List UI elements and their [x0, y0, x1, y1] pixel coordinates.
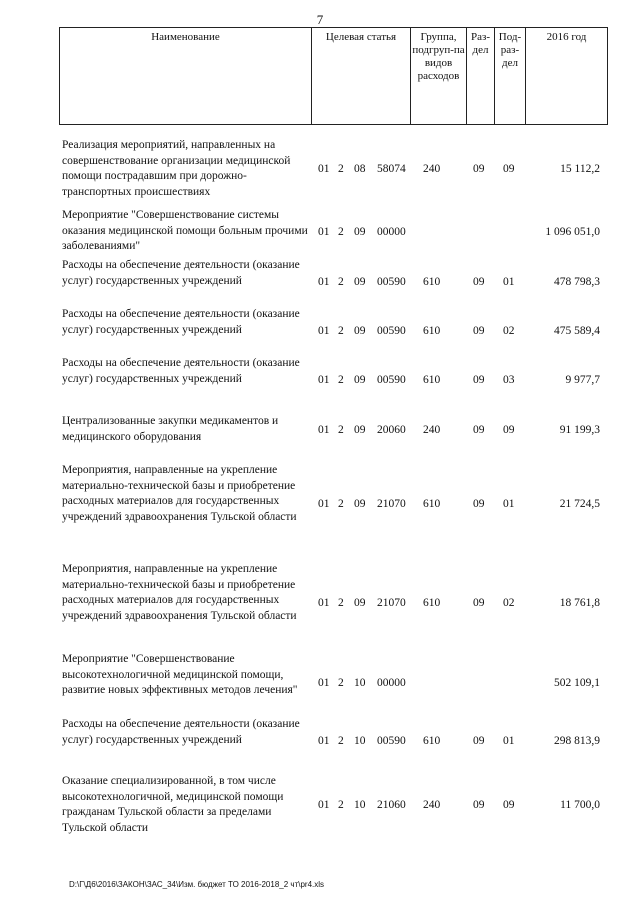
row-cs-direction: 00000 [377, 226, 406, 238]
row-cs-direction: 00000 [377, 677, 406, 689]
row-section: 09 [473, 276, 485, 288]
row-name: Расходы на обеспечение деятельности (оказание услуг) государственных учреждений [62, 357, 300, 385]
row-cs-subprogram: 2 [338, 226, 344, 238]
row-cs-subprogram: 2 [338, 498, 344, 510]
row-cs-event: 09 [354, 325, 366, 337]
row-group: 610 [423, 374, 441, 386]
row-section: 09 [473, 424, 485, 436]
row-cs-subprogram: 2 [338, 799, 344, 811]
row-subsection: 09 [503, 163, 515, 175]
row-cs-event: 09 [354, 597, 366, 609]
row-group: 240 [423, 163, 441, 175]
row-amount: 502 109,1 [554, 677, 600, 689]
row-cs-direction: 21070 [377, 597, 406, 609]
row-section: 09 [473, 597, 485, 609]
row-cs-subprogram: 2 [338, 677, 344, 689]
header-group: Группа, подгруп-па видов расходов [411, 28, 467, 125]
file-path-footer: D:\Г\Д6\2016\ЗАКОН\ЗАС_34\Изм. бюджет ТО 2016-2018_2 чт\pr4.xls [69, 880, 325, 889]
row-subsection: 01 [503, 735, 515, 747]
row-cs-event: 10 [354, 735, 366, 747]
row-cs-subprogram: 2 [338, 325, 344, 337]
row-cs-direction: 20060 [377, 424, 406, 436]
row-cs-subprogram: 2 [338, 163, 344, 175]
table-header [59, 27, 608, 125]
row-cs-program: 01 [318, 226, 330, 238]
row-section: 09 [473, 735, 485, 747]
row-section: 09 [473, 163, 485, 175]
row-amount: 15 112,2 [560, 163, 600, 175]
row-name: Расходы на обеспечение деятельности (оказание услуг) государственных учреждений [62, 259, 300, 287]
row-cs-direction: 00590 [377, 735, 406, 747]
header-target: Целевая статья [312, 28, 411, 125]
row-cs-program: 01 [318, 325, 330, 337]
row-amount: 18 761,8 [559, 597, 600, 609]
row-name: Мероприятия, направленные на укрепление материально-технической базы и приобретение расходных материалов для государственных учреждений здравоохранения Тульской области [62, 563, 297, 622]
row-amount: 478 798,3 [554, 276, 600, 288]
page-number: 7 [316, 12, 324, 27]
row-amount: 21 724,5 [559, 498, 600, 510]
row-subsection: 09 [503, 424, 515, 436]
header-name: Наименование [60, 28, 312, 125]
header-subsection: Под-раз-дел [495, 28, 526, 125]
row-section: 09 [473, 498, 485, 510]
row-name: Мероприятие "Совершенствование высокотехнологичной медицинской помощи, развитие новых эффективных методов лечения" [62, 653, 298, 696]
row-subsection: 02 [503, 597, 515, 609]
row-subsection: 02 [503, 325, 515, 337]
row-name: Централизованные закупки медикаментов и медицинского оборудования [62, 415, 279, 443]
row-amount: 298 813,9 [554, 735, 600, 747]
row-subsection: 09 [503, 799, 515, 811]
row-subsection: 01 [503, 498, 515, 510]
row-cs-direction: 00590 [377, 276, 406, 288]
row-section: 09 [473, 325, 485, 337]
row-cs-program: 01 [318, 597, 330, 609]
row-cs-direction: 21060 [377, 799, 406, 811]
row-cs-program: 01 [318, 677, 330, 689]
header-section: Раз-дел [467, 28, 495, 125]
row-group: 610 [423, 276, 441, 288]
row-cs-direction: 58074 [377, 163, 406, 175]
row-amount: 475 589,4 [554, 325, 600, 337]
row-cs-event: 09 [354, 226, 366, 238]
row-name: Мероприятие "Совершенствование системы оказания медицинской помощи больным прочими заболеваниями" [62, 209, 308, 252]
row-cs-subprogram: 2 [338, 424, 344, 436]
row-cs-event: 09 [354, 374, 366, 386]
row-cs-event: 09 [354, 498, 366, 510]
row-cs-event: 09 [354, 276, 366, 288]
row-cs-direction: 00590 [377, 325, 406, 337]
row-name: Мероприятия, направленные на укрепление материально-технической базы и приобретение расходных материалов для государственных учреждений здравоохранения Тульской области [62, 464, 297, 523]
row-cs-subprogram: 2 [338, 597, 344, 609]
row-name: Оказание специализированной, в том числе высокотехнологичной, медицинской помощи гражданам Тульской области за пределами Тульской области [62, 775, 284, 834]
row-amount: 1 096 051,0 [545, 226, 600, 238]
row-name: Реализация мероприятий, направленных на совершенствование организации медицинской помощи пострадавшим при дорожно-транспортных происшествиях [62, 139, 291, 198]
row-cs-program: 01 [318, 498, 330, 510]
row-cs-event: 10 [354, 799, 366, 811]
row-group: 240 [423, 424, 441, 436]
row-group: 240 [423, 799, 441, 811]
row-cs-direction: 00590 [377, 374, 406, 386]
row-cs-subprogram: 2 [338, 735, 344, 747]
row-group: 610 [423, 325, 441, 337]
row-cs-direction: 21070 [377, 498, 406, 510]
header-year: 2016 год [526, 28, 608, 125]
row-section: 09 [473, 374, 485, 386]
row-amount: 91 199,3 [559, 424, 600, 436]
row-name: Расходы на обеспечение деятельности (оказание услуг) государственных учреждений [62, 308, 300, 336]
row-cs-program: 01 [318, 424, 330, 436]
row-group: 610 [423, 498, 441, 510]
row-group: 610 [423, 735, 441, 747]
row-cs-program: 01 [318, 799, 330, 811]
row-cs-event: 09 [354, 424, 366, 436]
row-cs-program: 01 [318, 374, 330, 386]
row-cs-event: 08 [354, 163, 366, 175]
row-amount: 9 977,7 [565, 374, 600, 386]
row-cs-program: 01 [318, 163, 330, 175]
row-group: 610 [423, 597, 441, 609]
row-cs-subprogram: 2 [338, 276, 344, 288]
row-subsection: 03 [503, 374, 515, 386]
row-cs-subprogram: 2 [338, 374, 344, 386]
row-subsection: 01 [503, 276, 515, 288]
row-section: 09 [473, 799, 485, 811]
row-name: Расходы на обеспечение деятельности (оказание услуг) государственных учреждений [62, 718, 300, 746]
row-amount: 11 700,0 [560, 799, 600, 811]
row-cs-program: 01 [318, 276, 330, 288]
row-cs-program: 01 [318, 735, 330, 747]
row-cs-event: 10 [354, 677, 366, 689]
